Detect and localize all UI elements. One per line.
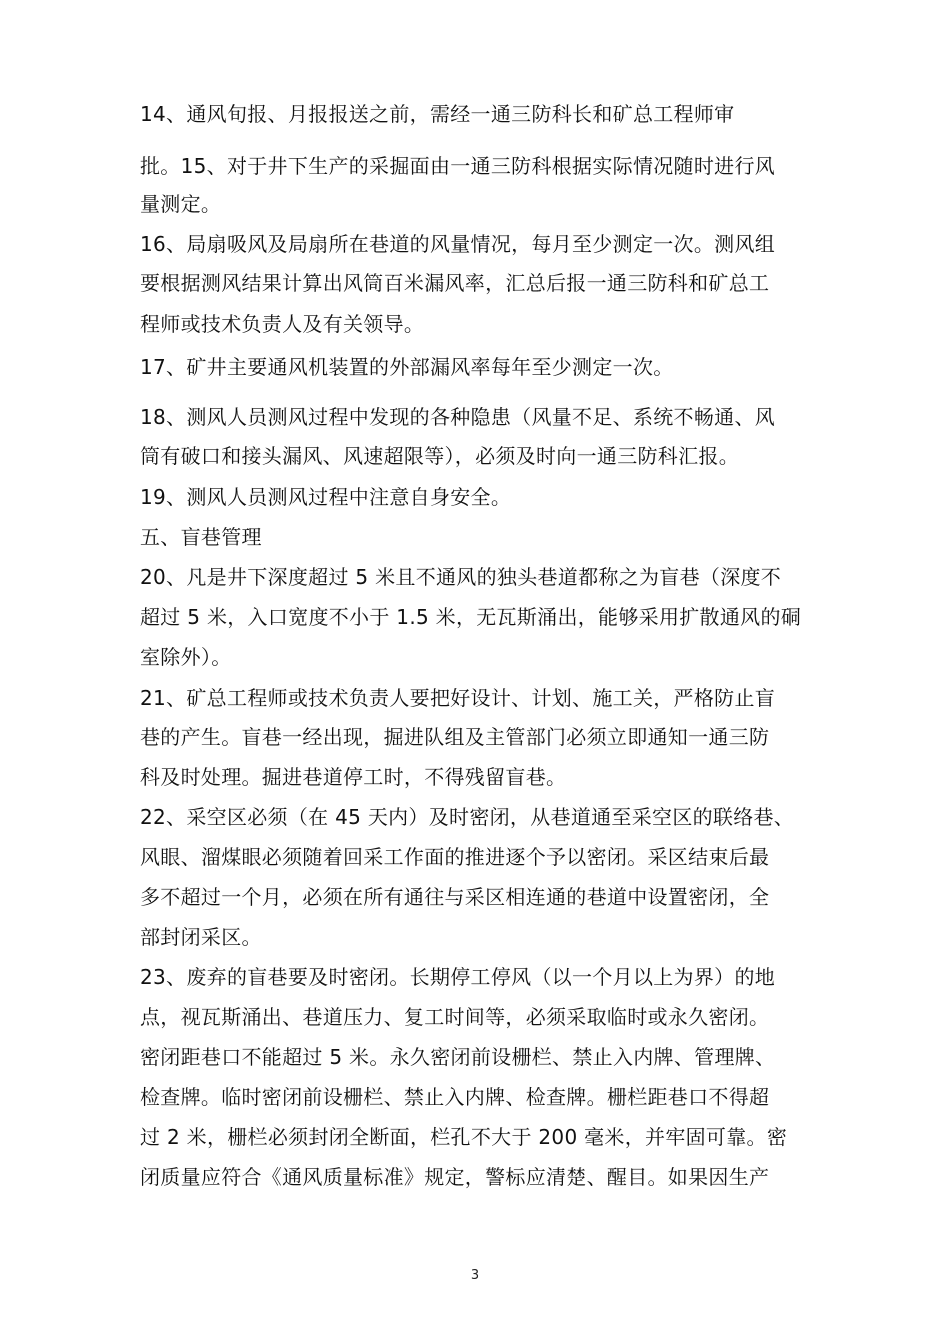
text-line-23: 点，视瓦斯涌出、巷道压力、复工时间等，必须采取临时或永久密闭。 xyxy=(140,1005,770,1029)
text-line-22: 23、废弃的盲巷要及时密闭。长期停工停风（以一个月以上为界）的地 xyxy=(140,965,776,989)
text-line-12: 20、凡是井下深度超过 5 米且不通风的独头巷道都称之为盲巷（深度不 xyxy=(140,565,782,589)
text-line-15: 21、矿总工程师或技术负责人要把好设计、计划、施工关，严格防止盲 xyxy=(140,686,776,710)
text-line-24: 密闭距巷口不能超过 5 米。永久密闭前设栅栏、禁止入内牌、管理牌、 xyxy=(140,1045,776,1069)
text-line-7: 17、矿井主要通风机装置的外部漏风率每年至少测定一次。 xyxy=(140,355,674,379)
text-line-21: 部封闭采区。 xyxy=(140,925,262,949)
text-line-20: 多不超过一个月，必须在所有通往与采区相连通的巷道中设置密闭，全 xyxy=(140,885,770,909)
text-line-4: 16、局扇吸风及局扇所在巷道的风量情况，每月至少测定一次。测风组 xyxy=(140,232,776,256)
text-line-14: 室除外）。 xyxy=(140,645,232,669)
text-line-6: 程师或技术负责人及有关领导。 xyxy=(140,312,425,336)
text-line-16: 巷的产生。盲巷一经出现，掘进队组及主管部门必须立即通知一通三防 xyxy=(140,725,770,749)
text-line-25: 检查牌。临时密闭前设栅栏、禁止入内牌、检查牌。栅栏距巷口不得超 xyxy=(140,1085,770,1109)
text-line-10: 19、测风人员测风过程中注意自身安全。 xyxy=(140,485,512,509)
text-line-2: 批。15、对于井下生产的采掘面由一通三防科根据实际情况随时进行风 xyxy=(140,154,776,178)
text-line-13: 超过 5 米，入口宽度不小于 1.5 米，无瓦斯涌出，能够采用扩散通风的硐 xyxy=(140,605,802,629)
text-line-3: 量测定。 xyxy=(140,192,222,216)
text-line-9: 筒有破口和接头漏风、风速超限等），必须及时向一通三防科汇报。 xyxy=(140,444,739,468)
text-line-18: 22、采空区必须（在 45 天内）及时密闭，从巷道通至采空区的联络巷、 xyxy=(140,805,795,829)
text-line-17: 科及时处理。掘进巷道停工时，不得残留盲巷。 xyxy=(140,765,567,789)
text-line-8: 18、测风人员测风过程中发现的各种隐患（风量不足、系统不畅通、风 xyxy=(140,405,776,429)
text-line-27: 闭质量应符合《通风质量标准》规定，警标应清楚、醒目。如果因生产 xyxy=(140,1165,770,1189)
page-number: 3 xyxy=(470,1268,480,1283)
text-line-1: 14、通风旬报、月报报送之前，需经一通三防科长和矿总工程师审 xyxy=(140,102,735,126)
text-line-26: 过 2 米，栅栏必须封闭全断面，栏孔不大于 200 毫米，并牢固可靠。密 xyxy=(140,1125,788,1149)
section-heading: 五、盲巷管理 xyxy=(140,525,262,549)
text-line-5: 要根据测风结果计算出风筒百米漏风率，汇总后报一通三防科和矿总工 xyxy=(140,271,770,295)
text-line-19: 风眼、溜煤眼必须随着回采工作面的推进逐个予以密闭。采区结束后最 xyxy=(140,845,770,869)
